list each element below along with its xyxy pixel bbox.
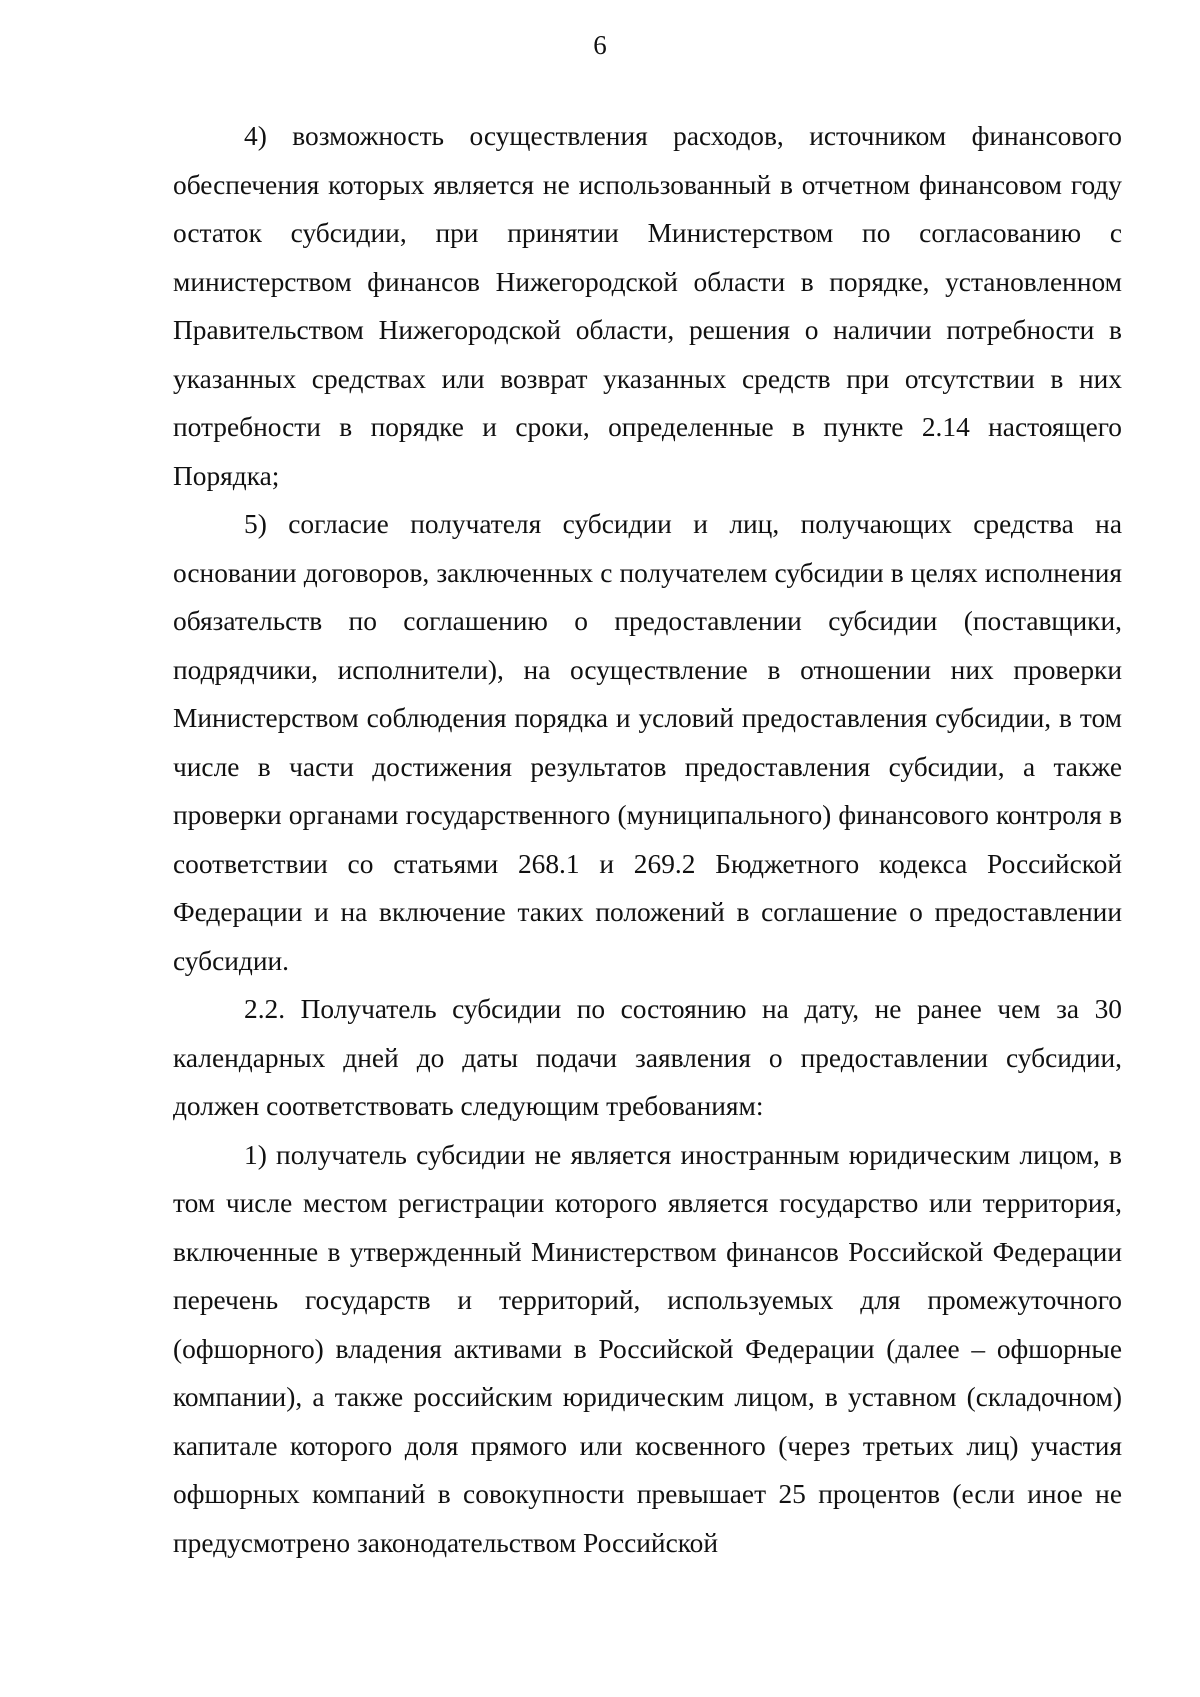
paragraph-requirement-1: 1) получатель субсидии не является иностранным юридическим лицом, в том числе местом регистрации которого является государство или территория, включенные в утвержденный Министерством финансов Российской Федерации перечень государств и территорий, используемых для промежуточного (офшорного) владения активами в Российской Федерации (далее – офшорные компании), а также российским юридическим лицом, в уставном (складочном) капитале которого доля прямого или косвенного (через третьих лиц) участия офшорных компаний в совокупности превышает 25 процентов (если иное не предусмотрено законодательством Российской <box>173 1139 1122 1558</box>
document-body <box>173 112 1122 1567</box>
paragraph-item-4: 4) возможность осуществления расходов, источником финансового обеспечения которых является не использованный в отчетном финансовом году остаток субсидии, при принятии Министерством по согласованию с министерством финансов Нижегородской области в порядке, установленном Правительством Нижегородской области, решения о наличии потребности в указанных средствах или возврат указанных средств при отсутствии в них потребности в порядке и сроки, определенные в пункте 2.14 настоящего Порядка; <box>173 121 1122 491</box>
paragraph-item-5: 5) согласие получателя субсидии и лиц, получающих средства на основании договоров, заключенных с получателем субсидии в целях исполнения обязательств по соглашению о предоставлении субсидии (поставщики, подрядчики, исполнители), на осуществление в отношении них проверки Министерством соблюдения порядка и условий предоставления субсидии, в том числе в части достижения результатов предоставления субсидии, а также проверки органами государственного (муниципального) финансового контроля в соответствии со статьями 268.1 и 269.2 Бюджетного кодекса Российской Федерации и на включение таких положений в соглашение о предоставлении субсидии. <box>173 509 1122 976</box>
paragraph-section-2-2: 2.2. Получатель субсидии по состоянию на дату, не ранее чем за 30 календарных дней до даты подачи заявления о предоставлении субсидии, должен соответствовать следующим требованиям: <box>173 994 1122 1121</box>
page-number: 6 <box>593 30 607 60</box>
